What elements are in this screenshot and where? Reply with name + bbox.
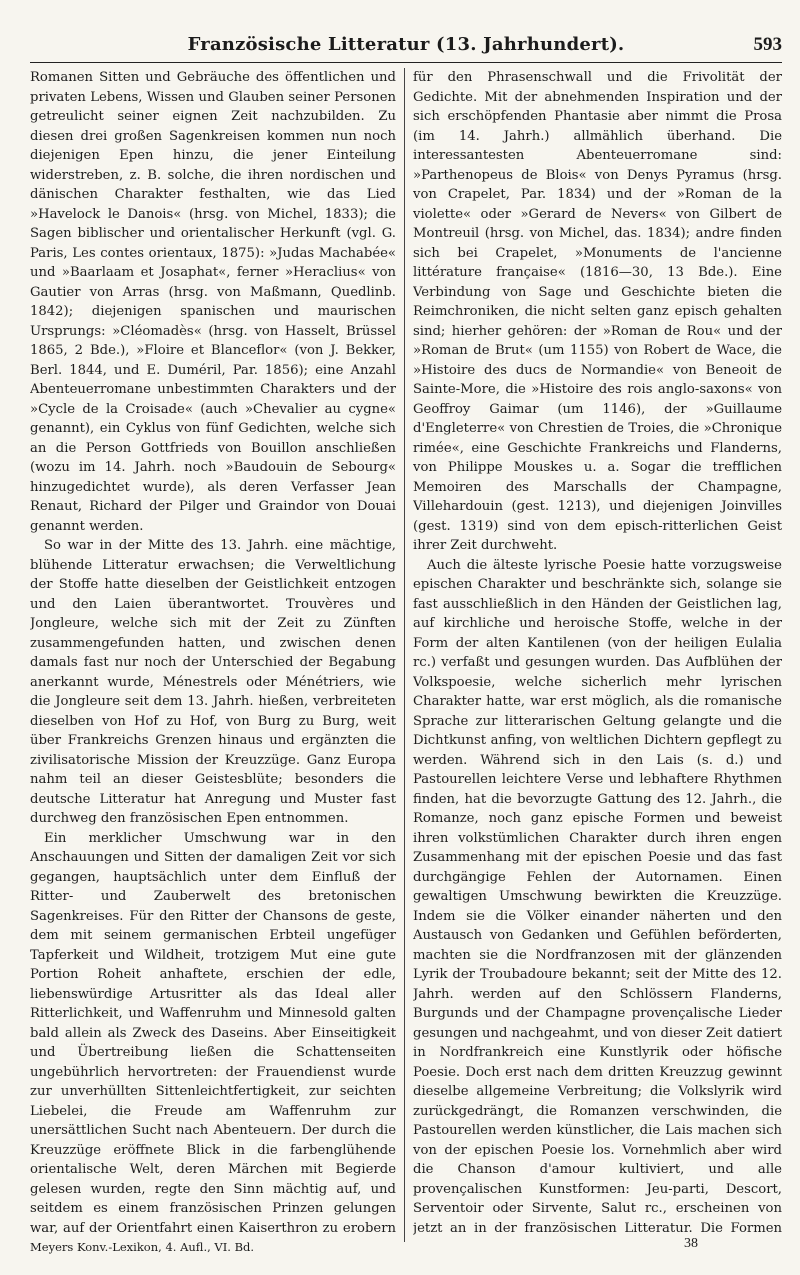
column-divider bbox=[404, 68, 405, 1242]
left-column bbox=[30, 68, 396, 1238]
header-rule bbox=[30, 62, 782, 63]
paragraph: Ein merklicher Umschwung war in den Anschauungen und Sitten der damaligen Zeit vor sich gegangen, hauptsächlich unter dem Einfluß der Ritter- und Zauberwelt des bretonischen Sagenkreises. Für den Ritter der Chansons de geste, dem mit seinem germanischen Erbteil ungefüger Tapferkeit und Wildheit, trotzigem Mut eine gute Portion Roheit anhaftete, erschien der edle, liebenswürdige Artusritter als das Ideal aller Ritterlichkeit, und Waffenruhm und Minnesold galten bald allein als Zweck des Daseins. Aber Einseitigkeit und Übertreibung ließen die Schattenseiten ungebührlich hervortreten: der Frauendienst wurde zur unverhüllten Sittenleichtfertigkeit, zur seichten Liebelei, die Freude am Waffenruhm zur unersättlichen Sucht nach Abenteuern. Der durch die Kreuzzüge eröffnete Blick in die farbenglühende orientalische Welt, deren Märchen mit Begierde gelesen wurden, regte den Sinn mächtig auf, und seitdem es einem französischen Prinzen gelungen war, auf der Orientfahrt einen Kaiserthron zu erobern bbox=[30, 830, 396, 1236]
sheet-signature: 38 bbox=[684, 1236, 698, 1251]
paragraph: So war in der Mitte des 13. Jahrh. eine mächtige, blühende Litteratur erwachsen; die Verweltlichung der Stoffe hatte dieselben der Geistlichkeit entzogen und den Laien überantwortet. Trouvères und Jongleure, welche sich mit der Zeit zu Zünften zusammengefunden hatten, und zwischen denen damals fast nur noch der Unterschied der Begabung anerkannt wurde, Ménestrels oder Ménétriers, wie die Jongleure seit dem 13. Jahrh. hießen, verbreiteten dieselben von Hof zu Hof, von Burg zu Burg, weit über Frankreichs Grenzen hinaus und ergänzten die zivilisatorische Mission der Kreuzzüge. Ganz Europa nahm teil an dieser Geistesblüte; besonders die deutsche Litteratur hat Anregung und Muster fast durchweg den französischen Epen entnommen. bbox=[30, 538, 396, 826]
page-header bbox=[30, 34, 782, 60]
paragraph: für den Phrasenschwall und die Frivolität der Gedichte. Mit der abnehmenden Inspiration und der sich erschöpfenden Phantasie aber nimmt die Prosa (im 14. Jahrh.) allmählich überhand. Die interessantesten Abenteuerromane sind: »Parthenopeus de Blois« von Denys Pyramus (hrsg. von Crapelet, Par. 1834) und der »Roman de la violette« oder »Gerard de Nevers« von Gilbert de Montreuil (hrsg. von Michel, das. 1834); andre finden sich bei Crapelet, »Monuments de l'ancienne littérature française« (1816—30, 13 Bde.). Eine Verbindung von Sage und Geschichte bieten die Reimchroniken, die nicht selten ganz episch gehalten sind; hierher gehören: der »Roman de Rou« und der »Roman de Brut« (um 1155) von Robert de Wace, die »Histoire des ducs de Normandie« von Beneoit de Sainte-More, die »Histoire des rois anglo-saxons« von Geoffroy Gaimar (um 1146), der »Guillaume d'Engleterre« von Chrestien de Troies, die »Chronique rimée«, eine Geschichte Frankreichs und Flanderns, von Philippe Mouskes u. a. Sogar die trefflichen Memoiren des Marschalls der Champagne, Villehardouin (gest. 1213), und diejenigen Joinvilles (gest. 1319) sind von dem episch-ritterlichen Geist ihrer Zeit durchweht. bbox=[413, 70, 782, 553]
right-column bbox=[413, 68, 782, 1238]
running-title: Französische Litteratur (13. Jahrhundert). bbox=[187, 34, 625, 55]
publication-footer: Meyers Konv.-Lexikon, 4. Aufl., VI. Bd. bbox=[30, 1240, 255, 1254]
paragraph: Auch die älteste lyrische Poesie hatte vorzugsweise epischen Charakter und beschränkte sich, solange sie fast ausschließlich in den Händen der Geistlichen lag, auf kirchliche und heroische Stoffe, welche in der Form der alten Kantilenen (von der heiligen Eulalia rc.) verfaßt und gesungen wurden. Das Aufblühen der Volkspoesie, welche sicherlich mehr lyrischen Charakter hatte, war erst möglich, als die romanische Sprache zur litterarischen Geltung gelangte und die Dichtkunst anfing, von weltlichen Dichtern gepflegt zu werden. Während sich in den Lais (s. d.) und Pastourellen leichtere Verse und lebhaftere Rhythmen finden, hat die bevorzugte Gattung des 12. Jahrh., die Romanze, noch ganz epische Formen und beweist ihren volkstümlichen Charakter durch ihren engen Zusammenhang mit der epischen Poesie und das fast durchgängige Fehlen der Autornamen. Einen gewaltigen Umschwung bewirkten die Kreuzzüge. Indem sie die Völker einander näherten und den Austausch von Gedanken und Gefühlen beförderten, machten sie die Nordfranzosen mit der glänzenden Lyrik der Troubadoure bekannt; seit der Mitte des 12. Jahrh. werden auf den Schlössern Flanderns, Burgunds und der Champagne provençalische Lieder gesungen und nachgeahmt, und von dieser Zeit datiert in Nordfrankreich eine Kunstlyrik oder höfische Poesie. Doch erst nach dem dritten Kreuzzug gewinnt dieselbe allgemeine Verbreitung; die Volkslyrik wird zurückgedrängt, die Romanzen verschwinden, die Pastourellen werden künstlicher, die Lais machen sich von der epischen Poesie los. Vornehmlich aber wird die Chanson d'amour kultiviert, und alle provençalischen Kunstformen: Jeu-parti, Descort, Serventoir oder Sirvente, Salut rc., erscheinen von jetzt an in der französischen Litteratur. Die Formen bbox=[413, 557, 782, 1236]
page-number: 593 bbox=[753, 34, 782, 55]
paragraph: Romanen Sitten und Gebräuche des öffentlichen und privaten Lebens, Wissen und Glauben seiner Personen getreulicht seiner eignen Zeit nachzubilden. Zu diesen drei großen Sagenkreisen kommen nun noch diejenigen Epen hinzu, die jener Einteilung widerstreben, z. B. solche, die ihren nordischen und dänischen Charakter festhalten, wie das Lied »Havelock le Danois« (hrsg. von Michel, 1833); die Sagen biblischer und orientalischer Herkunft (vgl. G. Paris, Les contes orientaux, 1875): »Judas Machabée« und »Baarlaam et Josaphat«, ferner »Heraclius« von Gautier von Arras (hrsg. von Maßmann, Quedlinb. 1842); diejenigen spanischen und maurischen Ursprungs: »Cléomadès« (hrsg. von Hasselt, Brüssel 1865, 2 Bde.), »Floire et Blanceflor« (von J. Bekker, Berl. 1844, und E. Duméril, Par. 1856); eine Anzahl Abenteuerromane unbestimmten Charakters und der »Cycle de la Croisade« (auch »Chevalier au cygne« genannt), ein Cyklus von fünf Gedichten, welche sich an die Person Gottfrieds von Bouillon anschließen (wozu im 14. Jahrh. noch »Baudouin de Sebourg« hinzugedichtet wurde), als deren Verfasser Jean Renaut, Richard der Pilger und Graindor von Douai genannt werden. bbox=[30, 70, 396, 534]
